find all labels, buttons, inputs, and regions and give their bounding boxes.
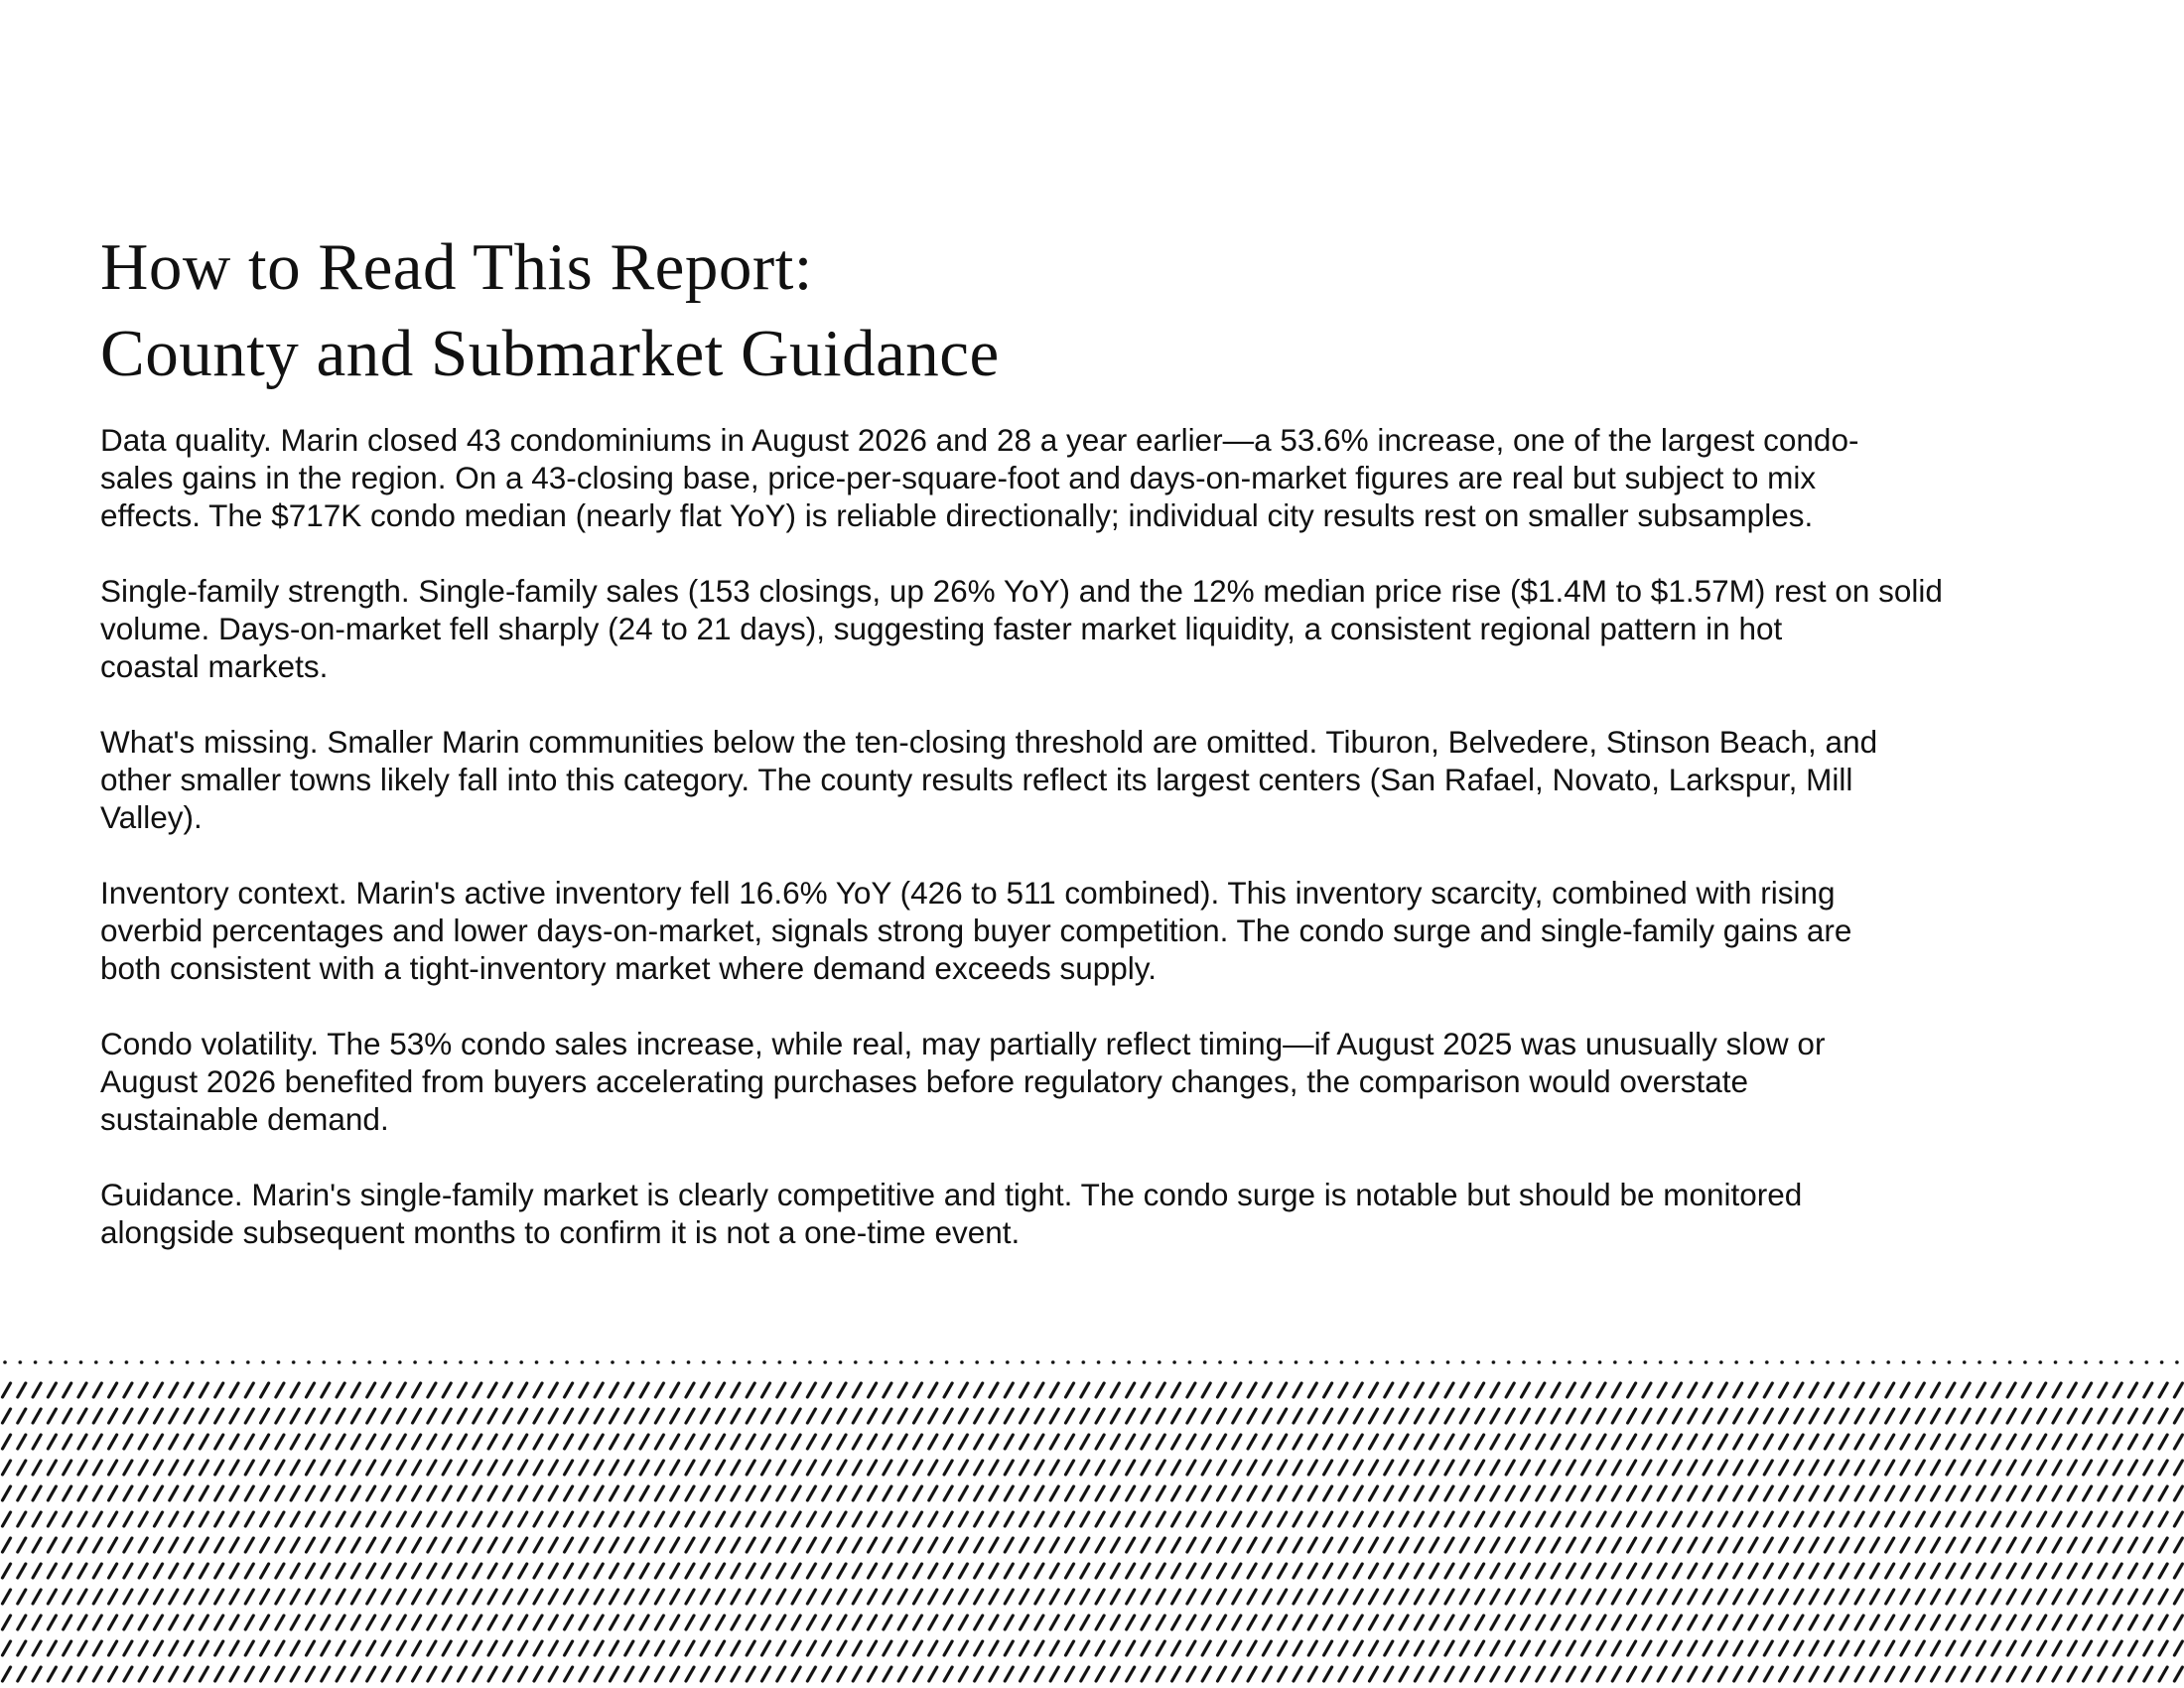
paragraph-line: Inventory context. Marin's active inventory fell 16.6% YoY (426 to 511 combined). This inventory scarcity, combined with rising — [100, 875, 1836, 911]
paragraph-line: effects. The $717K condo median (nearly flat YoY) is reliable directionally; individual city results rest on smaller subsamples. — [100, 497, 1814, 533]
paragraph-line: Single-family strength. Single-family sales (153 closings, up 26% YoY) and the 12% median price rise ($1.4M to $1.57M) rest on solid — [100, 573, 1943, 609]
paragraph-line: both consistent with a tight-inventory market where demand exceeds supply. — [100, 950, 1157, 986]
page-title-line-1: How to Read This Report: — [100, 230, 813, 304]
slash-field — [0, 1374, 2184, 1688]
paragraph-line: Valley). — [100, 799, 203, 835]
paragraph-line: volume. Days-on-market fell sharply (24 to 21 days), suggesting faster market liquidity, a consistent regional pattern in hot — [100, 611, 1783, 646]
paragraph-condo-volatility — [100, 1025, 2086, 1138]
paragraph-line: coastal markets. — [100, 648, 329, 684]
dot-row — [0, 1352, 2184, 1372]
paragraph-single-family-strength — [100, 572, 2086, 685]
paragraph-guidance — [100, 1176, 2086, 1251]
paragraph-line: sales gains in the region. On a 43-closing base, price-per-square-foot and days-on-market figures are real but subject to mix — [100, 460, 1817, 495]
decorative-slash-pattern — [0, 1352, 2184, 1688]
paragraph-inventory-context — [100, 874, 2086, 987]
paragraph-whats-missing — [100, 723, 2086, 836]
paragraph-line: overbid percentages and lower days-on-market, signals strong buyer competition. The condo surge and single-family gains are — [100, 913, 1852, 948]
paragraph-line: What's missing. Smaller Marin communities below the ten-closing threshold are omitted. Tiburon, Belvedere, Stinson Beach, and — [100, 724, 1878, 760]
guidance-body — [100, 421, 2086, 1289]
paragraph-data-quality — [100, 421, 2086, 534]
paragraph-line: alongside subsequent months to confirm it is not a one-time event. — [100, 1214, 1021, 1250]
paragraph-line: August 2026 benefited from buyers accelerating purchases before regulatory changes, the comparison would overstate — [100, 1063, 1748, 1099]
paragraph-line: Condo volatility. The 53% condo sales increase, while real, may partially reflect timing—if August 2025 was unusually slow or — [100, 1026, 1826, 1061]
paragraph-line: Guidance. Marin's single-family market is clearly competitive and tight. The condo surge is notable but should be monitored — [100, 1177, 1803, 1212]
paragraph-line: sustainable demand. — [100, 1101, 389, 1137]
page-title — [100, 224, 1986, 397]
page-title-line-2: County and Submarket Guidance — [100, 317, 1000, 390]
paragraph-line: other smaller towns likely fall into this category. The county results reflect its largest centers (San Rafael, Novato, Larkspur, Mill — [100, 762, 1853, 797]
paragraph-line: Data quality. Marin closed 43 condominiums in August 2026 and 28 a year earlier—a 53.6% increase, one of the largest condo- — [100, 422, 1859, 458]
